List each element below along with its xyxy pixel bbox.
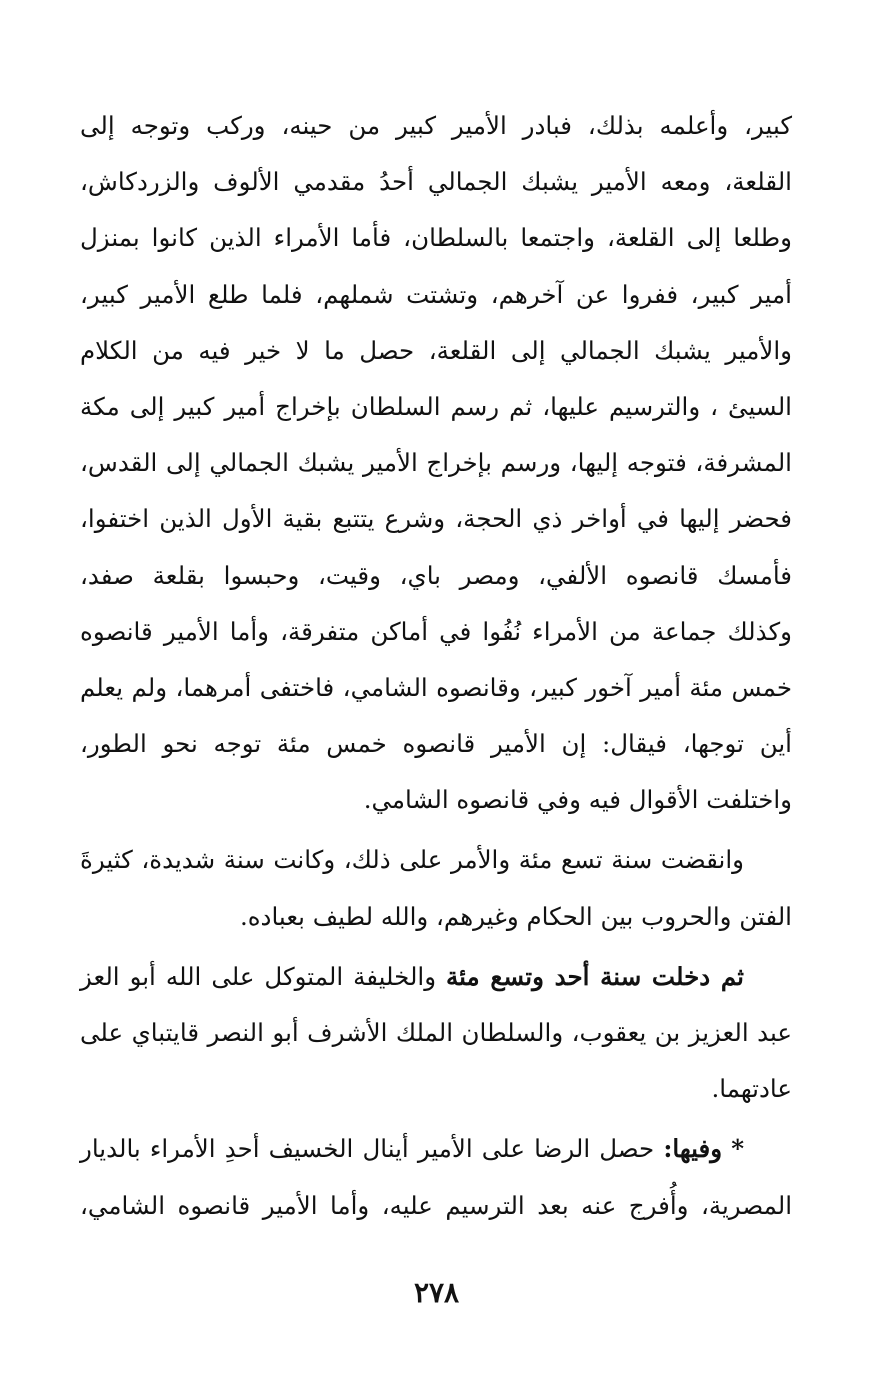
text-line: المصرية، وأُفرج عنه بعد الترسيم عليه، وأما الأمير قانصوه الشامي،	[80, 1190, 792, 1220]
text-line	[80, 1121, 792, 1177]
bullet-star: *	[731, 1134, 744, 1164]
text-line: أمير كبير، ففروا عن آخرهم، وتشتت شملهم، فلما طلع الأمير كبير،	[80, 279, 792, 309]
text-run: حصل الرضا على الأمير أينال الخسيف أحدِ الأمراء بالديار	[80, 1134, 664, 1164]
text-line: أين توجها، فيقال: إن الأمير قانصوه خمس مئة توجه نحو الطور،	[80, 729, 792, 759]
page-number: ٢٧٨	[413, 1276, 460, 1309]
text-line: وانقضت سنة تسع مئة والأمر على ذلك، وكانت سنة شديدة، كثيرةَ	[80, 845, 744, 875]
text-line: عادتهما.	[711, 1074, 792, 1104]
section-lead: وفيها:	[663, 1134, 723, 1164]
text-line: وكذلك جماعة من الأمراء نُفُوا في أماكن متفرقة، وأما الأمير قانصوه	[80, 616, 792, 646]
text-line: واختلفت الأقوال فيه وفي قانصوه الشامي.	[363, 785, 792, 815]
text-line: فحضر إليها في أواخر ذي الحجة، وشرع يتتبع بقية الأول الذين اختفوا،	[80, 504, 792, 534]
text-line: القلعة، ومعه الأمير يشبك الجمالي أحدُ مقدمي الألوف والزردكاش،	[80, 167, 792, 197]
text-line: والأمير يشبك الجمالي إلى القلعة، حصل ما لا خير فيه من الكلام	[80, 335, 792, 365]
text-run: والخليفة المتوكل على الله أبو العز	[80, 961, 447, 991]
text-line	[80, 949, 792, 1005]
text-line: عبد العزيز بن يعقوب، والسلطان الملك الأشرف أبو النصر قايتباي على	[80, 1018, 792, 1047]
year-heading: ثم دخلت سنة أحد وتسع مئة	[446, 961, 744, 991]
paragraph-2	[80, 832, 792, 944]
text-line: كبير، وأعلمه بذلك، فبادر الأمير كبير من حينه، وركب وتوجه إلى	[80, 111, 792, 140]
text-line: السيئ ، والترسيم عليها، ثم رسم السلطان بإخراج أمير كبير إلى مكة	[80, 391, 792, 421]
paragraph-3	[80, 949, 792, 1118]
text-line: الفتن والحروب بين الحكام وغيرهم، والله لطيف بعباده.	[239, 901, 792, 931]
paragraph-4	[80, 1121, 792, 1233]
body-text	[80, 98, 792, 1234]
text-line: خمس مئة أمير آخور كبير، وقانصوه الشامي، فاختفى أمرهما، ولم يعلم	[80, 672, 792, 702]
text-line: المشرفة، فتوجه إليها، ورسم بإخراج الأمير يشبك الجمالي إلى القدس،	[80, 448, 792, 478]
paragraph-1	[80, 98, 792, 828]
text-line: وطلعا إلى القلعة، واجتمعا بالسلطان، فأما الأمراء الذين كانوا بمنزل	[80, 223, 792, 253]
text-line: فأمسك قانصوه الألفي، ومصر باي، وقيت، وحبسوا بقلعة صفد،	[80, 560, 792, 590]
